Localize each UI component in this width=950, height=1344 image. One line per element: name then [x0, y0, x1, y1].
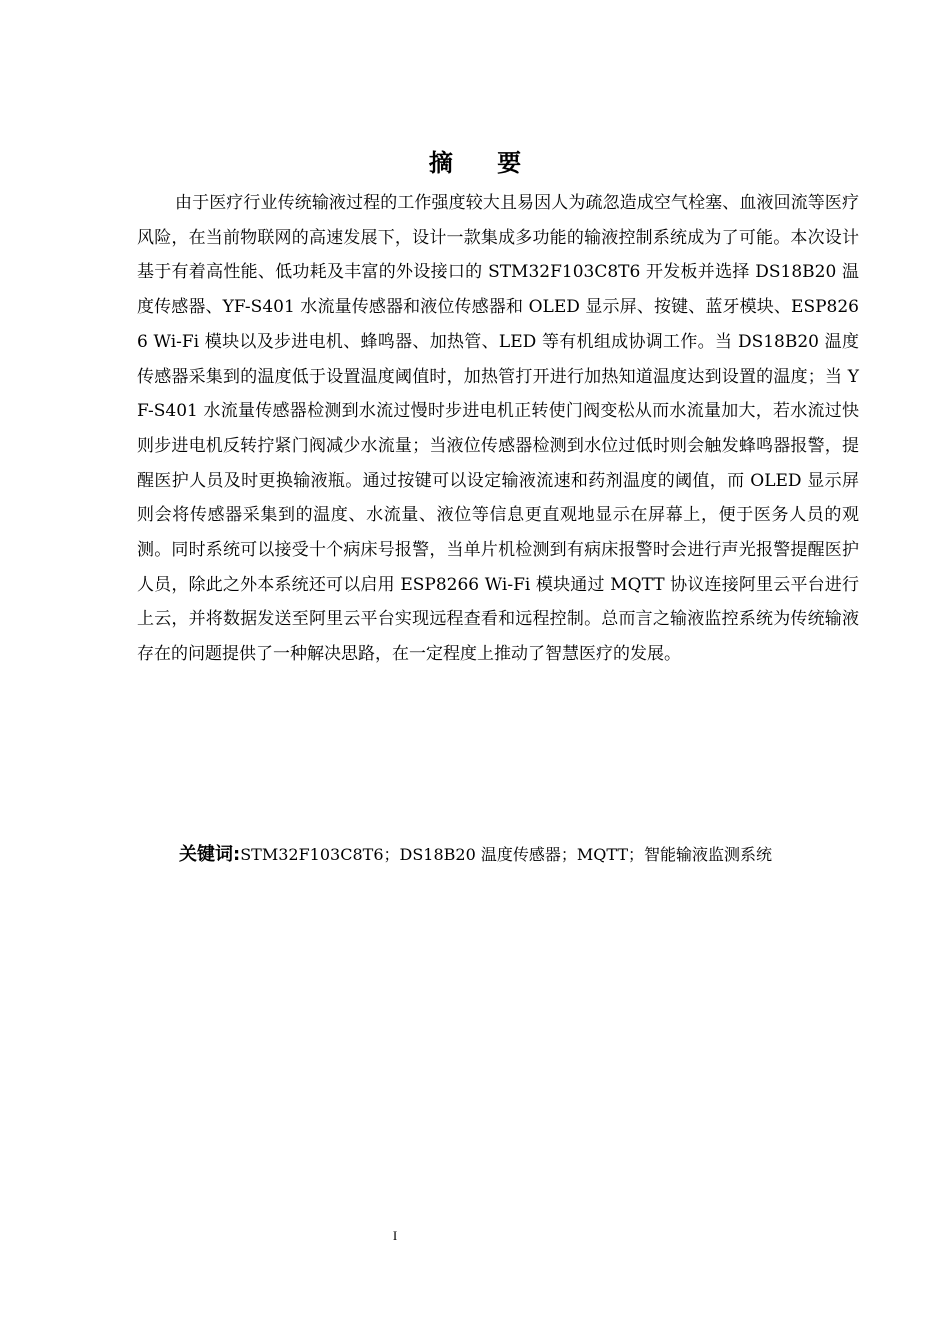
keywords-line: [179, 840, 879, 870]
keywords-label: 关键词:: [179, 844, 241, 865]
abstract-title: 摘 要: [428, 149, 540, 177]
keywords-value: STM32F103C8T6；DS18B20 温度传感器；MQTT；智能输液监测系统: [240, 845, 772, 864]
abstract-body: 由于医疗行业传统输液过程的工作强度较大且易因人为疏忽造成空气栓塞、血液回流等医疗风险，在当前物联网的高速发展下，设计一款集成多功能的输液控制系统成为了可能。本次设计基于有着高性能、低功耗及丰富的外设接口的 STM32F103C8T6 开发板并选择 DS18B20 温度传感器、YF-S401 水流量传感器和液位传感器和 OLED 显示屏、按键、蓝牙模块、ESP8266 Wi-Fi 模块以及步进电机、蜂鸣器、加热管、LED 等有机组成协调工作。当 DS18B20 温度传感器采集到的温度低于设置温度阈值时，加热管打开进行加热知道温度达到设置的温度；当 YF-S401 水流量传感器检测到水流过慢时步进电机正转使门阀变松从而水流量加大，若水流过快则步进电机反转拧紧门阀减少水流量；当液位传感器检测到水位过低时则会触发蜂鸣器报警，提醒医护人员及时更换输液瓶。通过按键可以设定输液流速和药剂温度的阈值，而 OLED 显示屏则会将传感器采集到的温度、水流量、液位等信息更直观地显示在屏幕上，便于医务人员的观测。同时系统可以接受十个病床号报警，当单片机检测到有病床报警时会进行声光报警提醒医护人员，除此之外本系统还可以启用 ESP8266 Wi-Fi 模块通过 MQTT 协议连接阿里云平台进行上云，并将数据发送至阿里云平台实现远程查看和远程控制。总而言之输液监控系统为传统输液存在的问题提供了一种解决思路，在一定程度上推动了智慧医疗的发展。: [137, 193, 859, 665]
page-number: I: [392, 1228, 398, 1243]
